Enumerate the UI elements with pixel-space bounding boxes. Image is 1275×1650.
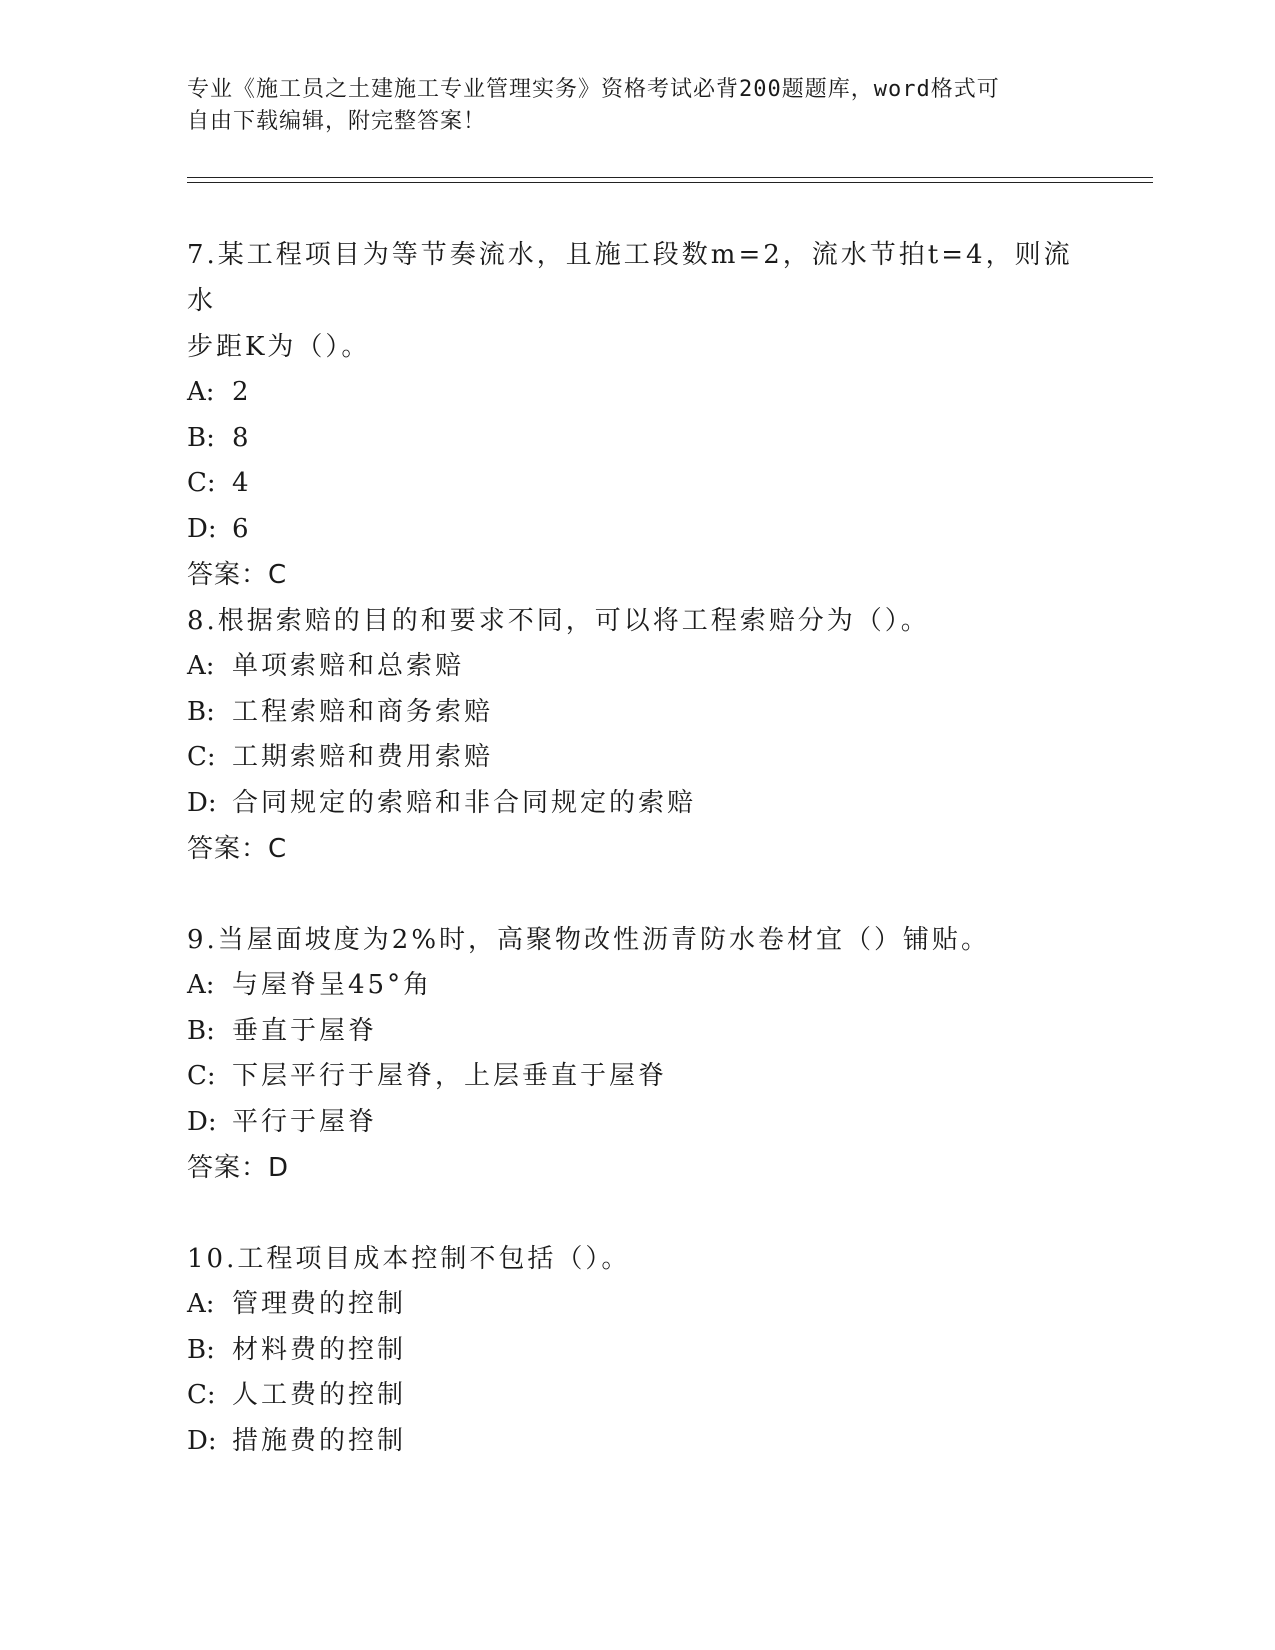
option-c — [187, 1054, 1087, 1100]
option-text: 工程索赔和商务索赔 — [232, 696, 494, 727]
option-text: 材料费的控制 — [232, 1334, 407, 1365]
option-text: 人工费的控制 — [232, 1380, 407, 1410]
question-8 — [187, 598, 1087, 872]
option-a — [187, 644, 1087, 690]
option-text: 下层平行于屋脊，上层垂直于屋脊 — [232, 1061, 668, 1091]
question-stem: 9.当屋面坡度为2%时，高聚物改性沥青防水卷材宜（）铺贴。 — [187, 925, 991, 955]
option-letter: D: — [187, 787, 217, 818]
option-a — [187, 963, 1087, 1009]
option-text: 合同规定的索赔和非合同规定的索赔 — [232, 787, 697, 818]
option-a — [187, 370, 1087, 416]
question-7 — [187, 232, 1087, 598]
option-text: 措施费的控制 — [232, 1425, 407, 1456]
option-d — [187, 1419, 1087, 1465]
option-letter: B: — [187, 696, 215, 727]
option-letter: C: — [187, 468, 216, 498]
option-text: 管理费的控制 — [232, 1289, 407, 1319]
option-letter: C: — [187, 742, 216, 772]
option-d — [187, 781, 1087, 827]
question-10 — [187, 1236, 1087, 1464]
option-text: 垂直于屋脊 — [232, 1015, 378, 1046]
option-text: 4 — [232, 468, 252, 498]
option-text: 2 — [232, 377, 252, 407]
option-text: 平行于屋脊 — [232, 1106, 378, 1137]
option-b — [187, 416, 1087, 462]
option-letter: C: — [187, 1061, 216, 1091]
question-stem — [187, 232, 1087, 370]
option-b — [187, 690, 1087, 736]
question-stem: 8.根据索赔的目的和要求不同，可以将工程索赔分为（）。 — [187, 606, 930, 636]
option-text: 单项索赔和总索赔 — [232, 651, 465, 681]
option-letter: C: — [187, 1380, 216, 1410]
option-letter: A: — [187, 1289, 215, 1319]
option-c — [187, 1373, 1087, 1419]
option-b — [187, 1328, 1087, 1374]
option-text: 工期索赔和费用索赔 — [232, 742, 494, 772]
option-b — [187, 1009, 1087, 1055]
answer-line: 答案：D — [187, 1153, 290, 1183]
option-text: 8 — [232, 422, 252, 453]
document-header — [187, 74, 1067, 138]
question-stem-line-2: 步距K为（）。 — [187, 332, 371, 362]
question-stem: 10.工程项目成本控制不包括（）。 — [187, 1244, 631, 1274]
option-d — [187, 507, 1087, 553]
option-d — [187, 1100, 1087, 1146]
option-letter: D: — [187, 1106, 217, 1137]
question-9 — [187, 917, 1087, 1191]
option-letter: A: — [187, 970, 215, 1000]
option-letter: B: — [187, 1334, 215, 1365]
option-letter: B: — [187, 422, 215, 453]
option-a — [187, 1282, 1087, 1328]
header-line-2: 自由下载编辑，附完整答案！ — [187, 109, 487, 134]
header-divider-bottom — [187, 182, 1153, 183]
header-divider-top — [187, 177, 1153, 178]
option-c — [187, 461, 1087, 507]
option-letter: A: — [187, 651, 215, 681]
option-c — [187, 735, 1087, 781]
option-text: 6 — [232, 513, 252, 544]
answer-line: 答案：C — [187, 560, 288, 590]
option-letter: D: — [187, 513, 217, 544]
option-text: 与屋脊呈45°角 — [232, 970, 433, 1000]
header-line-1: 专业《施工员之土建施工专业管理实务》资格考试必背200题题库，word格式可 — [187, 77, 1000, 102]
option-letter: D: — [187, 1425, 217, 1456]
option-letter: B: — [187, 1015, 215, 1046]
answer-line: 答案：C — [187, 834, 288, 864]
question-stem-line-1: 7.某工程项目为等节奏流水，且施工段数m=2，流水节拍t=4，则流水 — [187, 240, 1073, 316]
option-letter: A: — [187, 377, 215, 407]
